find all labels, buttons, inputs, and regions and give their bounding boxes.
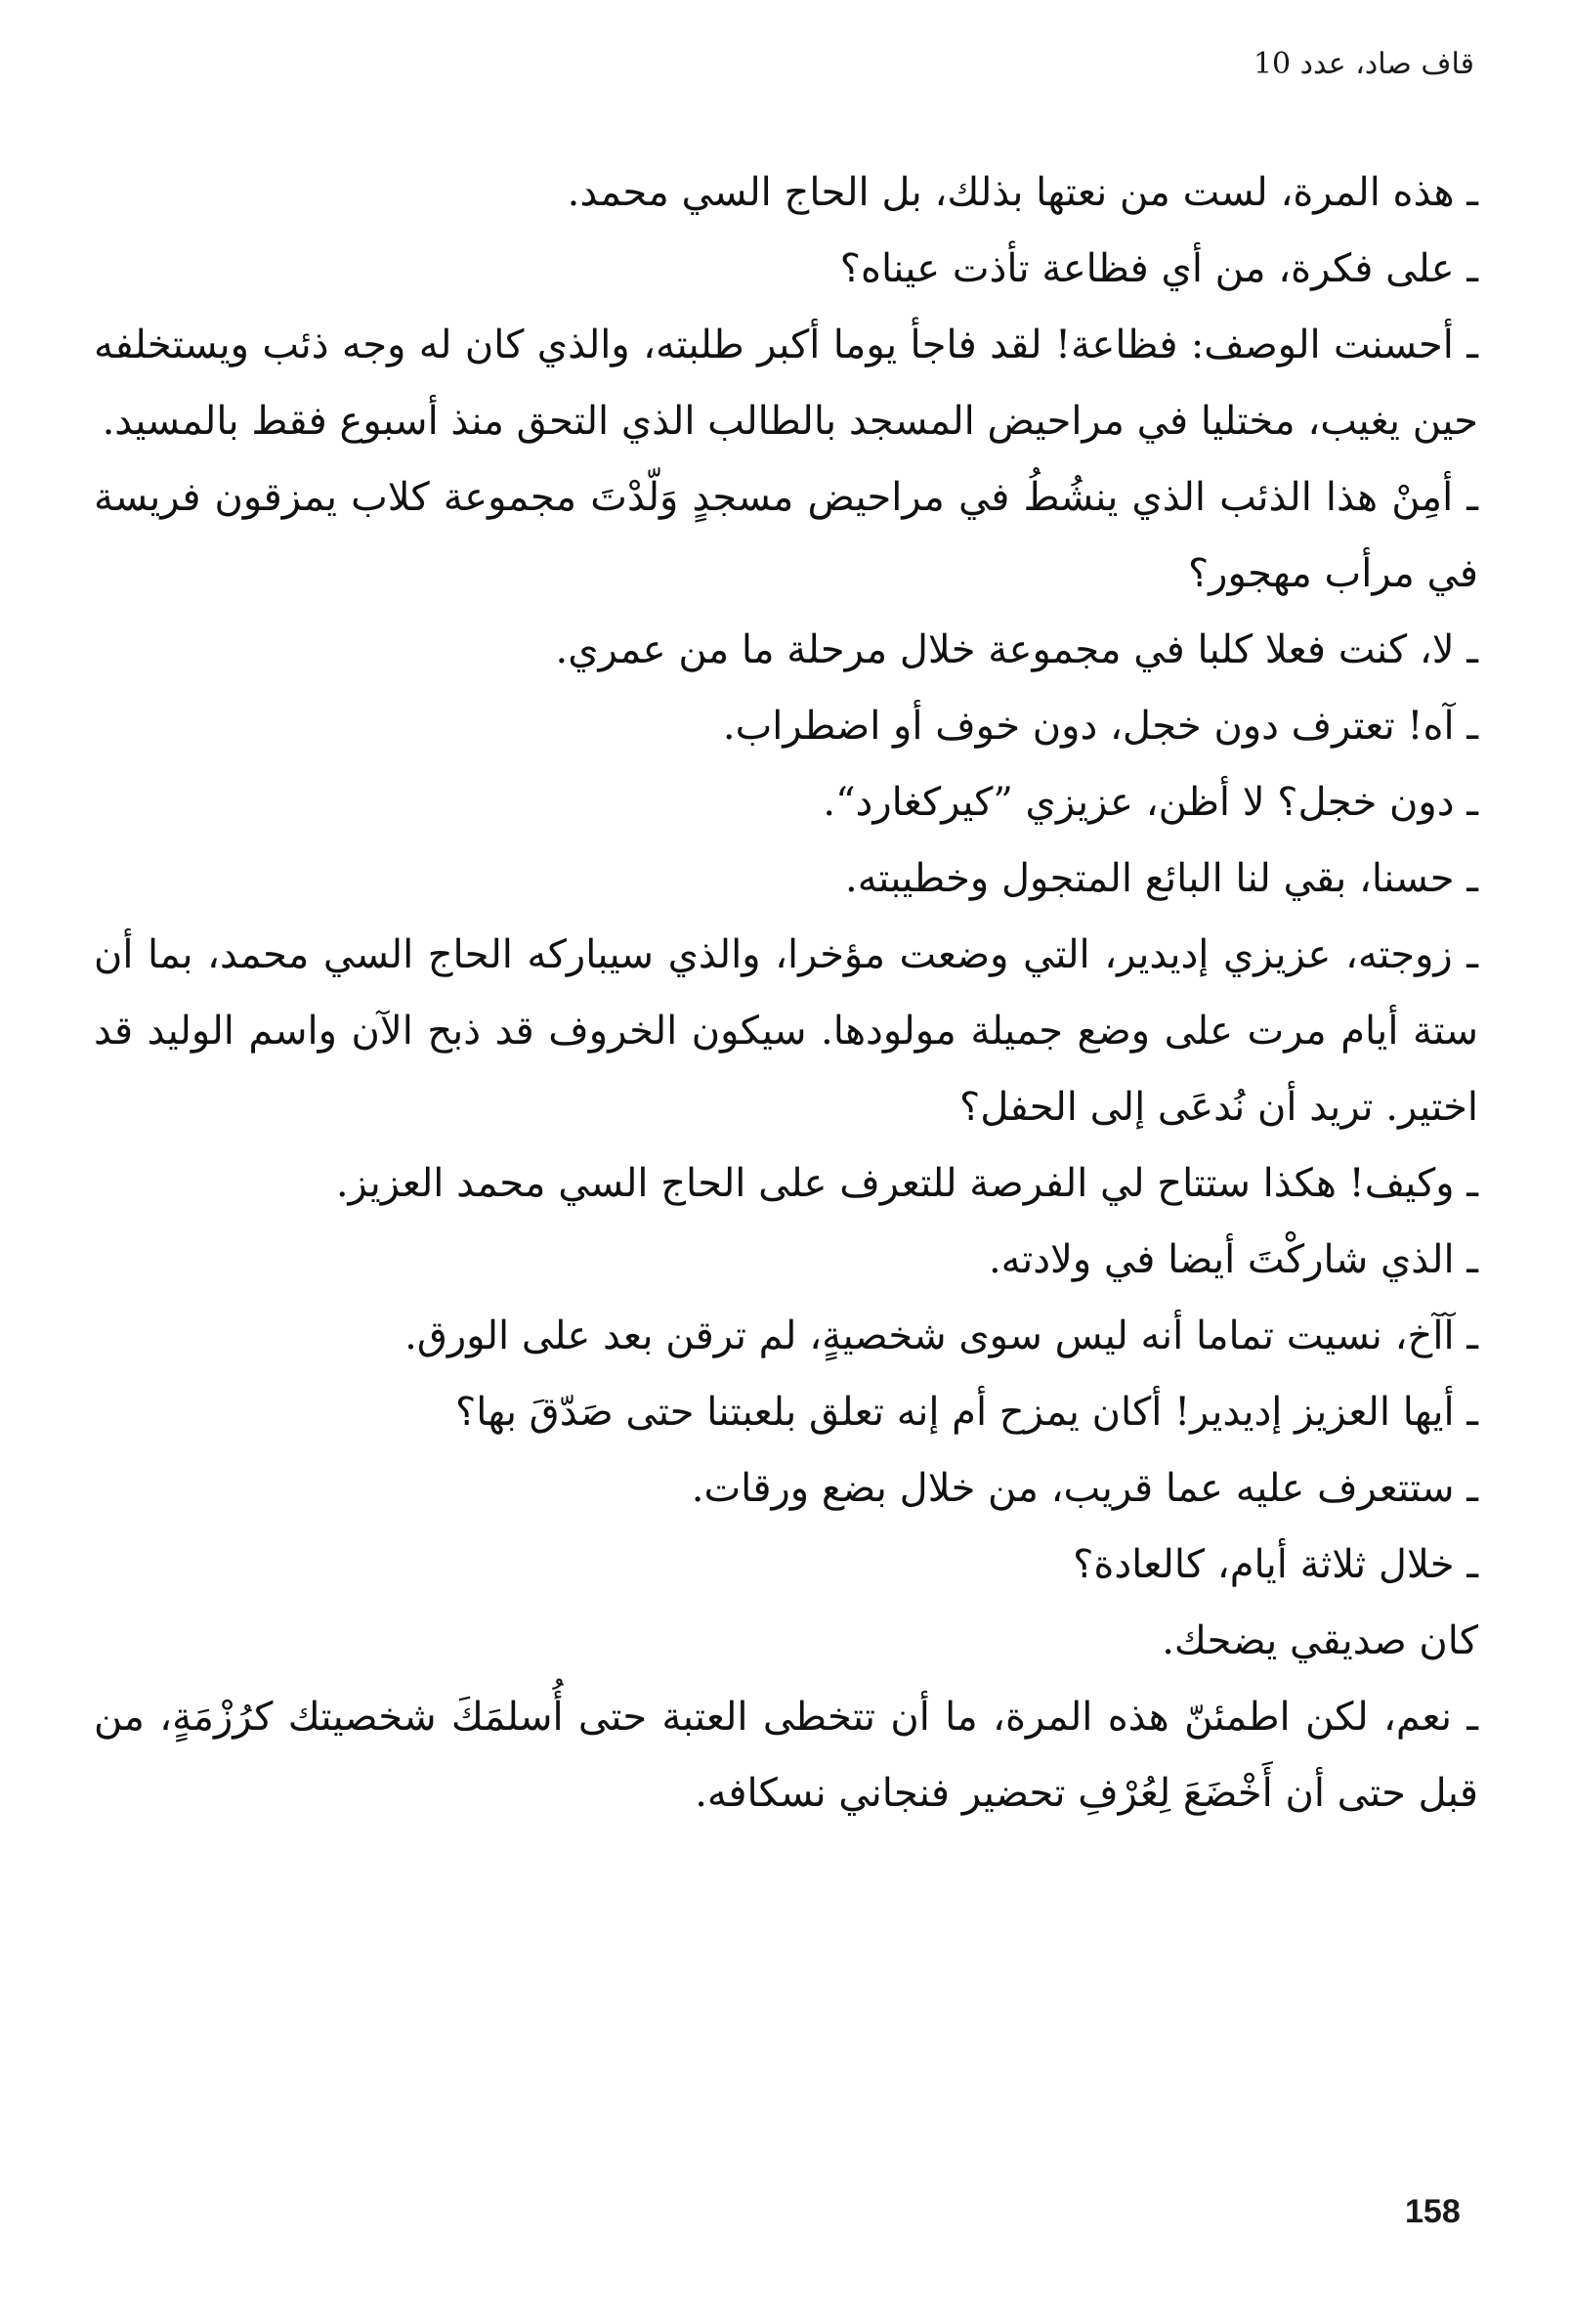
running-header: قاف صاد، عدد 10: [1253, 47, 1474, 81]
dialogue-paragraph: ـ أيها العزيز إديدير! أكان يمزح أم إنه تعلق بلعبتنا حتى صَدّقَ بها؟: [454, 1390, 1478, 1435]
dialogue-paragraph: ـ آآخ، نسيت تماما أنه ليس سوى شخصيةٍ، لم ترقن بعد على الورق.: [404, 1313, 1478, 1358]
dialogue-paragraph: ـ ستتعرف عليه عما قريب، من خلال بضع ورقات.: [691, 1466, 1478, 1511]
dialogue-paragraph: ـ هذه المرة، لست من نعتها بذلك، بل الحاج السي محمد.: [567, 170, 1478, 215]
narration-paragraph: كان صديقي يضحك.: [1162, 1618, 1478, 1663]
body-text: [94, 154, 1478, 1831]
dialogue-paragraph: ـ زوجته، عزيزي إديدير، التي وضعت مؤخرا، والذي سيباركه الحاج السي محمد، بما أن ستة أيام مرت على وضع جميلة مولودها. سيكون الخروف قد ذبح الآن واسم الوليد قد اختير. تريد أن نُدعَى إلى الحفل؟: [94, 932, 1478, 1130]
dialogue-paragraph: ـ لا، كنت فعلا كلبا في مجموعة خلال مرحلة ما من عمري.: [555, 627, 1478, 672]
dialogue-paragraph: ـ الذي شاركْتَ أيضا في ولادته.: [988, 1237, 1478, 1282]
dialogue-paragraph: ـ وكيف! هكذا ستتاح لي الفرصة للتعرف على الحاج السي محمد العزيز.: [335, 1161, 1478, 1206]
dialogue-paragraph: ـ أحسنت الوصف: فظاعة! لقد فاجأ يوما أكبر طلبته، والذي كان له وجه ذئب ويستخلفه حين يغيب، مختليا في مراحيض المسجد بالطالب الذي التحق منذ أسبوع فقط بالمسيد.: [94, 323, 1478, 444]
dialogue-paragraph: ـ خلال ثلاثة أيام، كالعادة؟: [1073, 1542, 1478, 1587]
dialogue-paragraph: ـ على فكرة، من أي فظاعة تأذت عيناه؟: [839, 246, 1478, 291]
dialogue-paragraph: ـ آه! تعترف دون خجل، دون خوف أو اضطراب.: [722, 704, 1478, 749]
page-number: 158: [1405, 2193, 1461, 2230]
dialogue-paragraph: ـ دون خجل؟ لا أظن، عزيزي ”كيركغارد“.: [823, 780, 1478, 825]
dialogue-paragraph: ـ حسنا، بقي لنا البائع المتجول وخطيبته.: [845, 856, 1478, 901]
dialogue-paragraph: ـ أمِنْ هذا الذئب الذي ينشُطُ في مراحيض مسجدٍ وَلّدْتَ مجموعة كلاب يمزقون فريسة في مرأب مهجور؟: [94, 475, 1478, 596]
dialogue-paragraph: ـ نعم، لكن اطمئنّ هذه المرة، ما أن تتخطى العتبة حتى أُسلمَكَ شخصيتك كرُزْمَةٍ، من قبل حتى أن أَخْضَعَ لِعُرْفِ تحضير فنجاني نسكافه.: [94, 1695, 1478, 1816]
